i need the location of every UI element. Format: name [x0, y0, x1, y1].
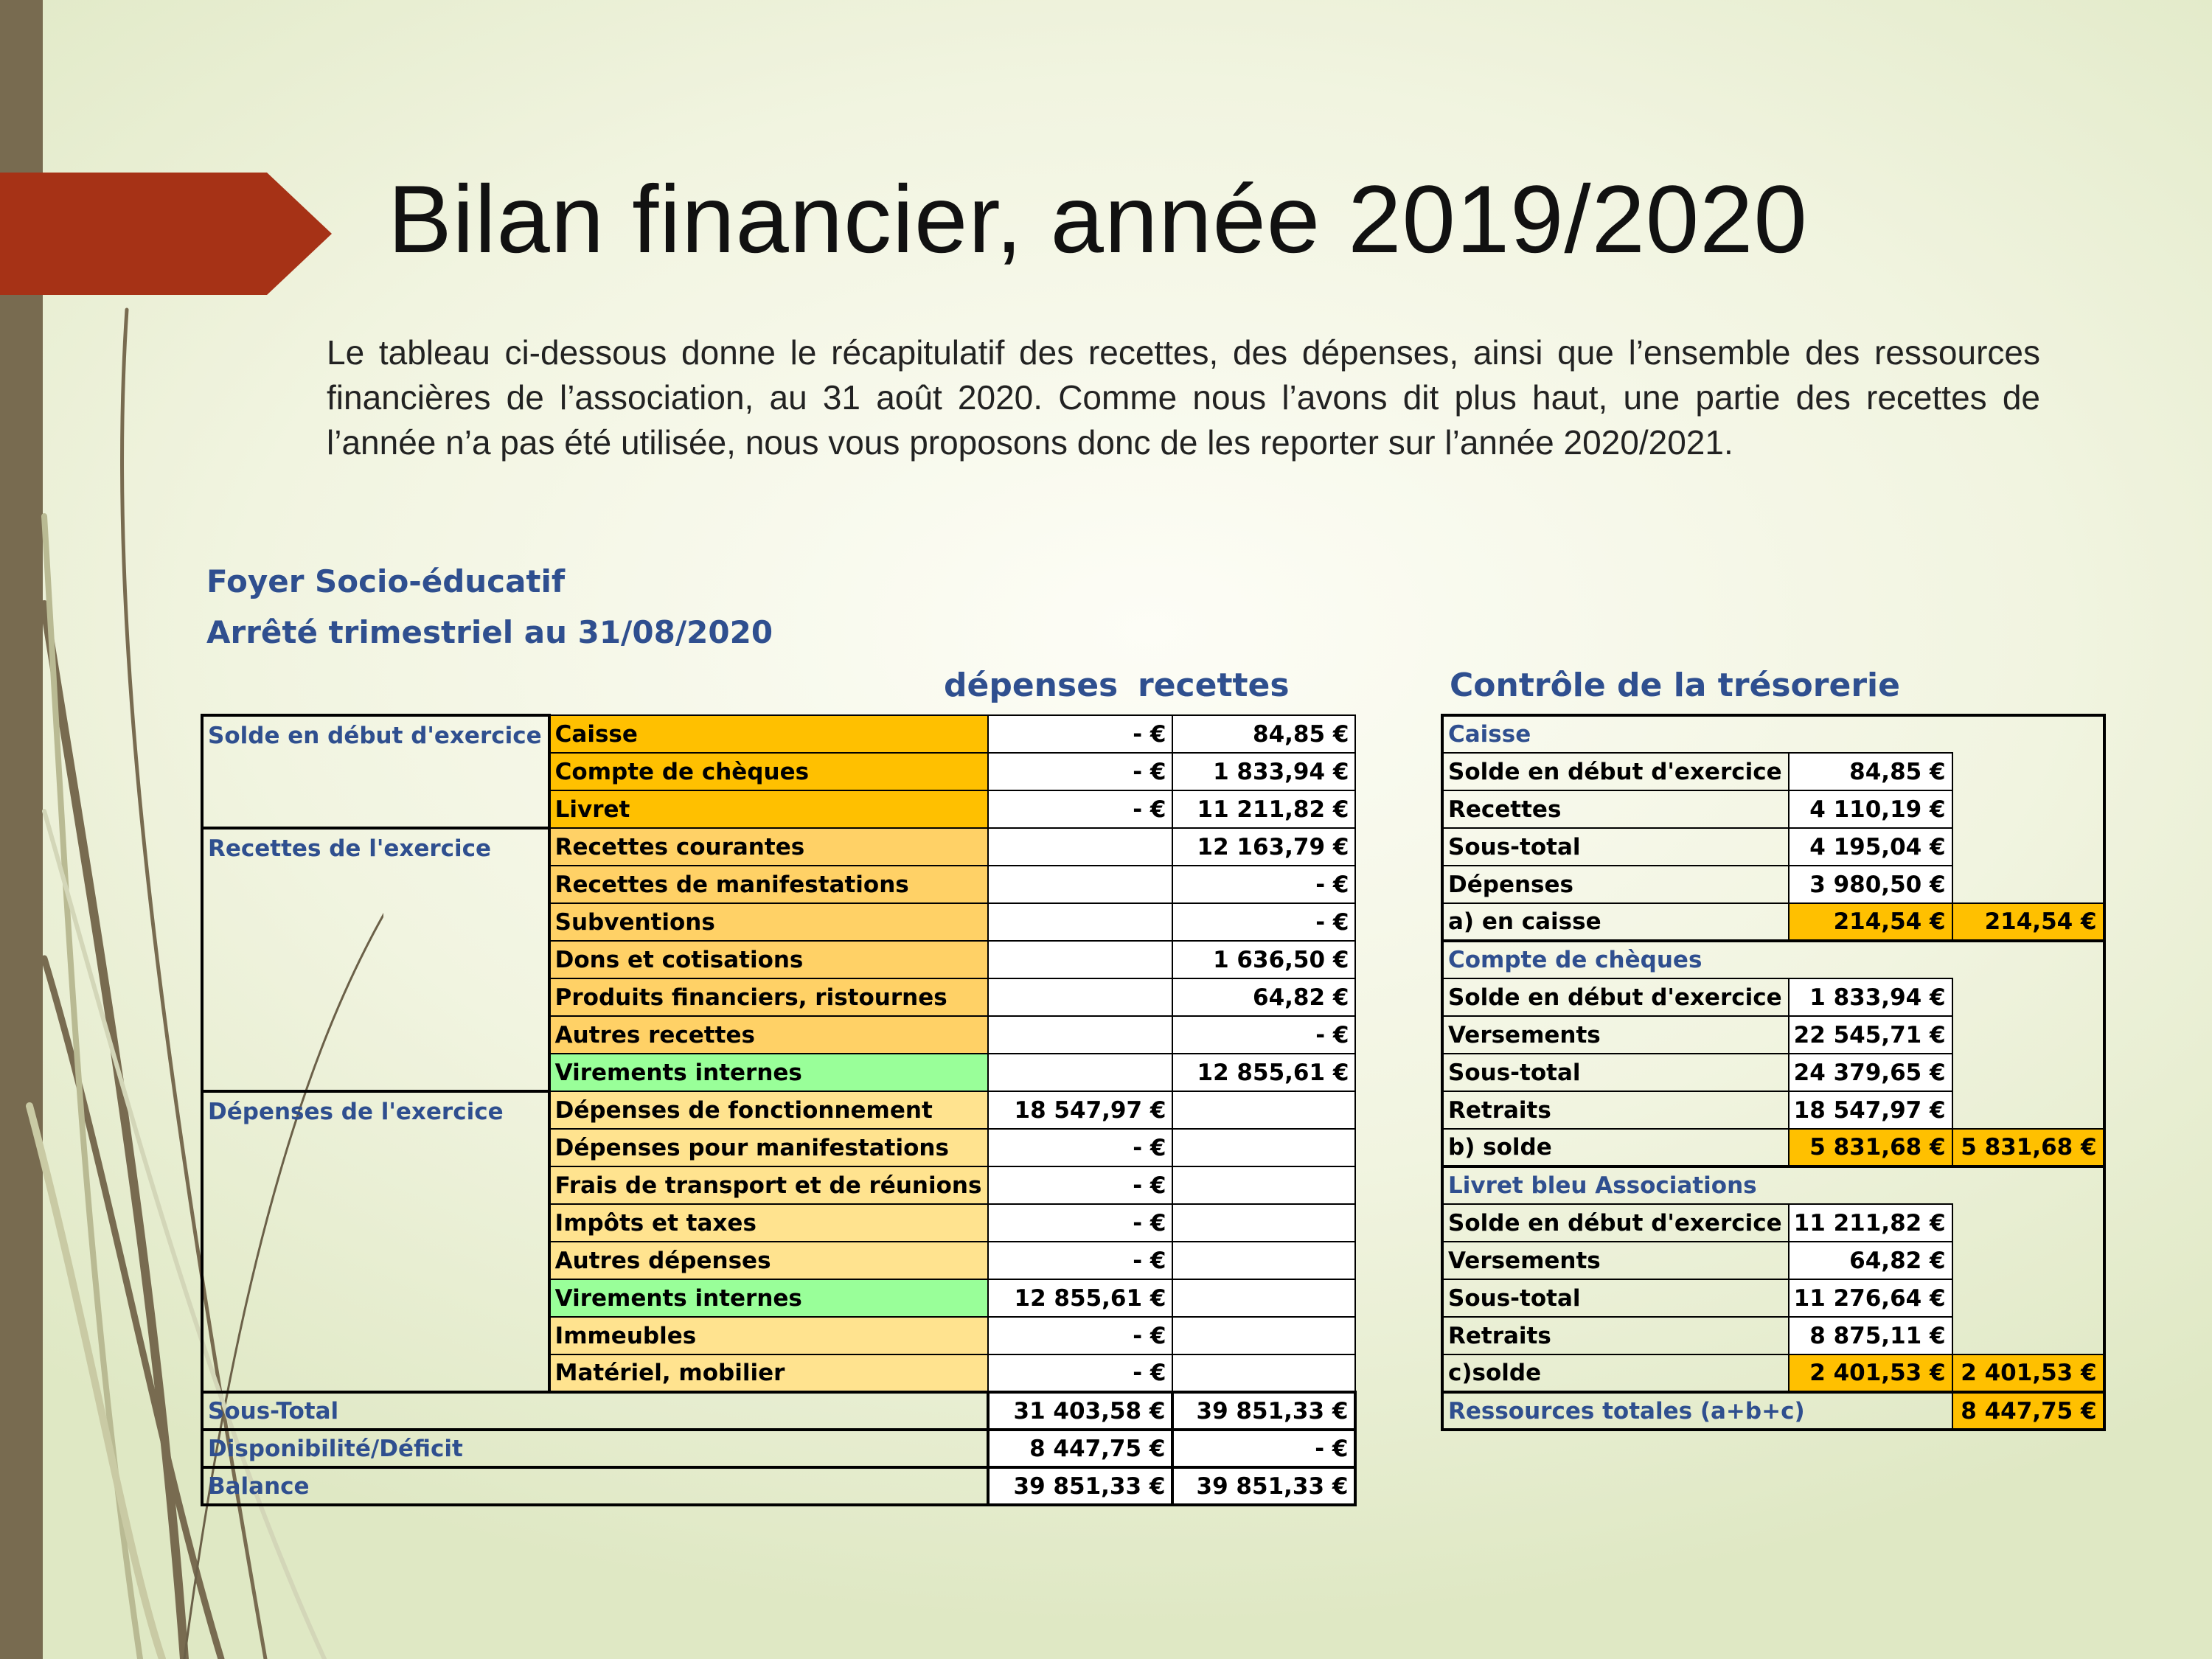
recette-total: 39 851,33 €	[1172, 1392, 1355, 1430]
row-label: Frais de transport et de réunions	[549, 1166, 989, 1204]
row-label: Solde en début d'exercice	[1442, 753, 1789, 790]
row-value: 11 211,82 €	[1789, 1204, 1952, 1242]
row-label: Solde en début d'exercice	[1442, 978, 1789, 1016]
row-label: Livret	[549, 790, 989, 828]
row-label: Subventions	[549, 903, 989, 941]
result-value: 5 831,68 €	[1789, 1129, 1952, 1166]
table-row	[202, 828, 1355, 866]
row-label: Impôts et taxes	[549, 1204, 989, 1242]
section-livret: Livret bleu Associations	[1442, 1166, 2104, 1204]
row-value: 4 110,19 €	[1789, 790, 1952, 828]
depense-value: - €	[988, 1317, 1172, 1354]
row-value: 11 276,64 €	[1789, 1279, 1952, 1317]
total-label: Balance	[202, 1467, 988, 1505]
table-row	[202, 1467, 1355, 1505]
row-label: Autres dépenses	[549, 1242, 989, 1279]
total-resources-value: 8 447,75 €	[1952, 1392, 2104, 1430]
result-carry: 214,54 €	[1952, 903, 2104, 941]
depense-value: - €	[988, 1166, 1172, 1204]
depense-value	[988, 1016, 1172, 1054]
recette-value: 1 636,50 €	[1172, 941, 1355, 978]
group-label-solde: Solde en début d'exercice	[202, 715, 549, 828]
row-label: Produits financiers, ristournes	[549, 978, 989, 1016]
row-value: 24 379,65 €	[1789, 1054, 1952, 1091]
depense-total: 31 403,58 €	[988, 1392, 1172, 1430]
treasury-control-title: Contrôle de la trésorerie	[1450, 667, 1900, 704]
row-value: 1 833,94 €	[1789, 978, 1952, 1016]
recette-value	[1172, 1242, 1355, 1279]
table-row	[1442, 790, 2104, 828]
depense-value	[988, 828, 1172, 866]
row-label: Recettes	[1442, 790, 1789, 828]
row-label: Dépenses	[1442, 866, 1789, 903]
recette-total: 39 851,33 €	[1172, 1467, 1355, 1505]
table-row	[1442, 1204, 2104, 1242]
table-row	[1442, 753, 2104, 790]
row-label: Sous-total	[1442, 828, 1789, 866]
row-label: Dépenses de fonctionnement	[549, 1091, 989, 1129]
table-row	[1442, 978, 2104, 1016]
table-row	[1442, 903, 2104, 941]
section-row	[1442, 1166, 2104, 1204]
result-value: 2 401,53 €	[1789, 1354, 1952, 1392]
table-row	[1442, 1242, 2104, 1279]
row-label: Dépenses pour manifestations	[549, 1129, 989, 1166]
table-row	[1442, 1016, 2104, 1054]
row-value: 3 980,50 €	[1789, 866, 1952, 903]
table-row	[1442, 828, 2104, 866]
total-label: Sous-Total	[202, 1392, 988, 1430]
recette-value	[1172, 1279, 1355, 1317]
table-row	[1442, 1054, 2104, 1091]
period-label: Arrêté trimestriel au 31/08/2020	[206, 614, 773, 650]
section-cheques: Compte de chèques	[1442, 941, 2104, 978]
row-label: Autres recettes	[549, 1016, 989, 1054]
title-arrow-shape	[0, 173, 332, 295]
result-carry: 2 401,53 €	[1952, 1354, 2104, 1392]
result-label: b) solde	[1442, 1129, 1789, 1166]
table-row	[202, 1091, 1355, 1129]
recette-value	[1172, 1204, 1355, 1242]
row-label: Retraits	[1442, 1091, 1789, 1129]
depense-value	[988, 978, 1172, 1016]
recette-value	[1172, 1091, 1355, 1129]
recette-value: - €	[1172, 1016, 1355, 1054]
recette-value: - €	[1172, 903, 1355, 941]
table-row	[1442, 1279, 2104, 1317]
recette-value	[1172, 1166, 1355, 1204]
depense-total: 39 851,33 €	[988, 1467, 1172, 1505]
row-label: Caisse	[549, 715, 989, 753]
recette-value: - €	[1172, 866, 1355, 903]
depense-value	[988, 903, 1172, 941]
row-label: Solde en début d'exercice	[1442, 1204, 1789, 1242]
treasury-control-table	[1441, 714, 2106, 1431]
recette-value	[1172, 1317, 1355, 1354]
row-value: 4 195,04 €	[1789, 828, 1952, 866]
row-label: Sous-total	[1442, 1279, 1789, 1317]
financial-summary-table	[201, 714, 1357, 1506]
row-label: Compte de chèques	[549, 753, 989, 790]
depense-value: - €	[988, 1204, 1172, 1242]
table-row	[1442, 1091, 2104, 1129]
column-header-recettes: recettes	[1138, 667, 1290, 704]
row-label: Recettes courantes	[549, 828, 989, 866]
row-label: Immeubles	[549, 1317, 989, 1354]
depense-value: - €	[988, 790, 1172, 828]
table-row	[1442, 1129, 2104, 1166]
recette-value: 11 211,82 €	[1172, 790, 1355, 828]
depense-value	[988, 866, 1172, 903]
result-carry: 5 831,68 €	[1952, 1129, 2104, 1166]
total-resources-label: Ressources totales (a+b+c)	[1442, 1392, 1952, 1430]
depense-value: - €	[988, 1242, 1172, 1279]
row-label: Retraits	[1442, 1317, 1789, 1354]
depense-value	[988, 1054, 1172, 1091]
table-row	[1442, 1317, 2104, 1354]
depense-value: - €	[988, 1129, 1172, 1166]
recette-value	[1172, 1129, 1355, 1166]
intro-paragraph: Le tableau ci-dessous donne le récapitulatif des recettes, des dépenses, ainsi que l’ensemble des ressources financières de l’association, au 31 août 2020. Comme nous l’avons dit plus haut, une partie des recettes de l’année n’a pas été utilisée, nous vous proposons donc de les reporter sur l’année 2020/2021.	[327, 333, 2040, 462]
recette-value: 12 163,79 €	[1172, 828, 1355, 866]
section-row	[1442, 715, 2104, 753]
row-label: Virements internes	[549, 1054, 989, 1091]
row-label: Virements internes	[549, 1279, 989, 1317]
result-label: c)solde	[1442, 1354, 1789, 1392]
row-value: 64,82 €	[1789, 1242, 1952, 1279]
row-value: 18 547,97 €	[1789, 1091, 1952, 1129]
depense-value: - €	[988, 1354, 1172, 1392]
depense-value: - €	[988, 715, 1172, 753]
section-caisse: Caisse	[1442, 715, 2104, 753]
result-label: a) en caisse	[1442, 903, 1789, 941]
table-row	[1442, 866, 2104, 903]
row-label: Recettes de manifestations	[549, 866, 989, 903]
row-label: Versements	[1442, 1242, 1789, 1279]
table-row	[202, 1392, 1355, 1430]
row-label: Dons et cotisations	[549, 941, 989, 978]
total-label: Disponibilité/Déficit	[202, 1430, 988, 1467]
row-value: 84,85 €	[1789, 753, 1952, 790]
row-label: Matériel, mobilier	[549, 1354, 989, 1392]
row-value: 22 545,71 €	[1789, 1016, 1952, 1054]
recette-value: 84,85 €	[1172, 715, 1355, 753]
recette-value: 64,82 €	[1172, 978, 1355, 1016]
depense-value: 12 855,61 €	[988, 1279, 1172, 1317]
depense-total: 8 447,75 €	[988, 1430, 1172, 1467]
column-header-depenses: dépenses	[944, 667, 1119, 704]
group-label-recettes: Recettes de l'exercice	[202, 828, 549, 1091]
recette-value: 12 855,61 €	[1172, 1054, 1355, 1091]
recette-value: 1 833,94 €	[1172, 753, 1355, 790]
depense-value: 18 547,97 €	[988, 1091, 1172, 1129]
organization-name: Foyer Socio-éducatif	[206, 563, 566, 599]
recette-value	[1172, 1354, 1355, 1392]
result-value: 214,54 €	[1789, 903, 1952, 941]
table-row	[1442, 1392, 2104, 1430]
group-label-depenses: Dépenses de l'exercice	[202, 1091, 549, 1392]
slide-title: Bilan financier, année 2019/2020	[388, 165, 1808, 273]
table-row	[202, 715, 1355, 753]
row-value: 8 875,11 €	[1789, 1317, 1952, 1354]
table-row	[202, 1430, 1355, 1467]
depense-value: - €	[988, 753, 1172, 790]
row-label: Versements	[1442, 1016, 1789, 1054]
recette-total: - €	[1172, 1430, 1355, 1467]
table-row	[1442, 1354, 2104, 1392]
depense-value	[988, 941, 1172, 978]
row-label: Sous-total	[1442, 1054, 1789, 1091]
section-row	[1442, 941, 2104, 978]
